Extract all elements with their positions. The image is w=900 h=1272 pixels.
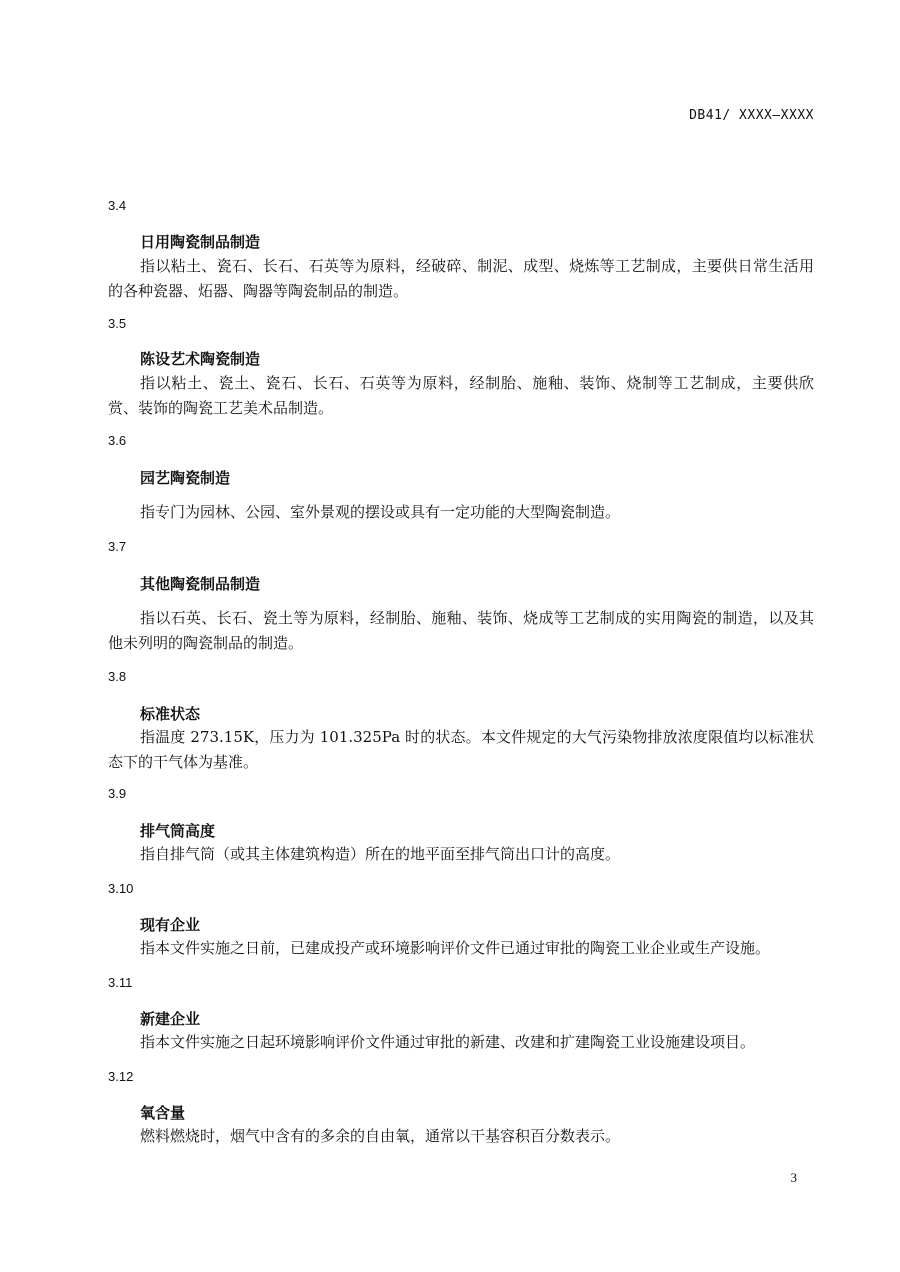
section-body: 指以粘土、瓷石、长石、石英等为原料，经破碎、制泥、成型、烧炼等工艺制成，主要供日常生活用的各种瓷器、炻器、陶器等陶瓷制品的制造。: [108, 257, 814, 300]
section-number: 3.7: [108, 539, 127, 554]
section-number: 3.12: [108, 1069, 134, 1084]
section-body: 指专门为园林、公园、室外景观的摆设或具有一定功能的大型陶瓷制造。: [140, 503, 621, 521]
section-body: 指本文件实施之日起环境影响评价文件通过审批的新建、改建和扩建陶瓷工业设施建设项目。: [140, 1033, 756, 1051]
section-title: 标准状态: [140, 705, 201, 723]
section-number: 3.8: [108, 669, 127, 684]
page-number: 3: [790, 1170, 797, 1185]
section-title: 陈设艺术陶瓷制造: [140, 350, 261, 368]
section-number: 3.10: [108, 881, 134, 896]
section-body: 燃料燃烧时，烟气中含有的多余的自由氧，通常以干基容积百分数表示。: [140, 1127, 621, 1145]
section-number: 3.9: [108, 786, 127, 801]
section-title: 排气筒高度: [140, 822, 216, 840]
section-title: 现有企业: [140, 916, 201, 934]
section-number: 3.5: [108, 316, 127, 331]
section-body: 指自排气筒（或其主体建筑构造）所在的地平面至排气筒出口计的高度。: [140, 845, 621, 863]
section-title: 园艺陶瓷制造: [140, 469, 231, 487]
section-number: 3.11: [108, 975, 133, 990]
section-body: 指以石英、长石、瓷土等为原料，经制胎、施釉、装饰、烧成等工艺制成的实用陶瓷的制造，以及其他未列明的陶瓷制品的制造。: [108, 609, 814, 652]
section-number: 3.6: [108, 433, 127, 448]
section-body: 指温度 273.15K，压力为 101.325Pa 时的状态。本文件规定的大气污染物排放浓度限值均以标准状态下的干气体为基准。: [108, 728, 814, 771]
section-title: 日用陶瓷制品制造: [140, 233, 261, 251]
section-number: 3.4: [108, 198, 127, 213]
section-title: 新建企业: [140, 1010, 201, 1028]
standard-code: DB41/ XXXX—XXXX: [689, 108, 814, 123]
section-title: 氧含量: [140, 1104, 186, 1122]
section-body: 指以粘土、瓷土、瓷石、长石、石英等为原料，经制胎、施釉、装饰、烧制等工艺制成，主要供欣赏、装饰的陶瓷工艺美术品制造。: [108, 374, 814, 417]
section-body: 指本文件实施之日前，已建成投产或环境影响评价文件已通过审批的陶瓷工业企业或生产设施。: [140, 939, 771, 957]
section-title: 其他陶瓷制品制造: [140, 575, 261, 593]
